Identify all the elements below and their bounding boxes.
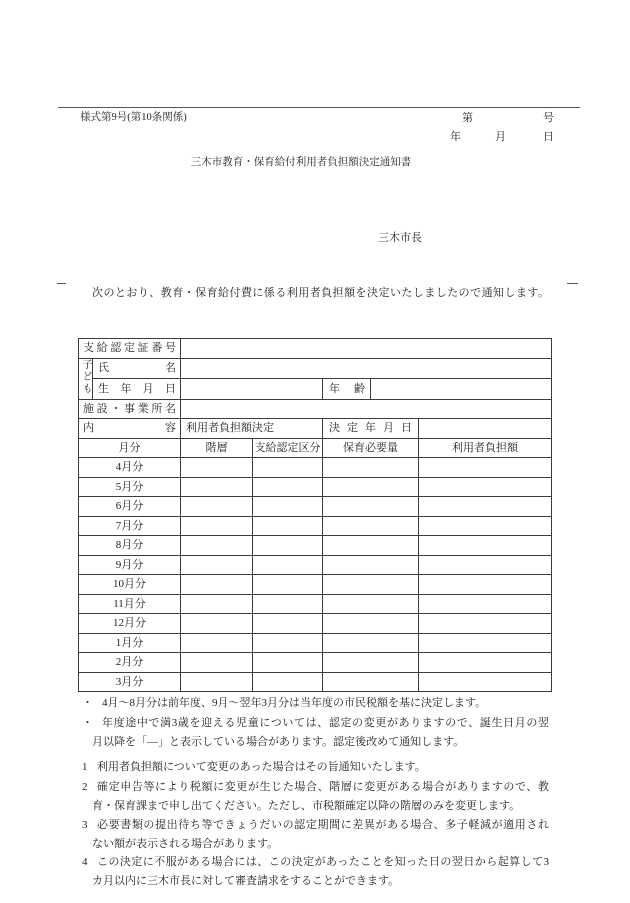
- birth-date-value: [181, 379, 323, 400]
- month-cell: 1月分: [79, 633, 181, 653]
- level-cell: [181, 555, 253, 575]
- level-cell: [181, 497, 253, 517]
- month-row: [79, 575, 552, 595]
- header-row: [79, 438, 552, 458]
- certificate-number-value: [181, 339, 552, 359]
- care-need-cell: [323, 536, 419, 556]
- certification-category-cell: [253, 516, 323, 536]
- note-item-line: ない額が表示される場合があります。: [92, 838, 279, 850]
- certification-category-cell: [253, 633, 323, 653]
- month-row: [79, 458, 552, 478]
- certificate-row: [79, 339, 552, 359]
- certification-category-cell: [253, 536, 323, 556]
- certification-category-cell: [253, 672, 323, 692]
- month-cell: 10月分: [79, 575, 181, 595]
- level-cell: [181, 477, 253, 497]
- month-row: [79, 516, 552, 536]
- decision-date-value: [419, 419, 552, 439]
- fold-mark-right: [567, 283, 578, 284]
- form-number: 様式第9号(第10条関係): [80, 112, 187, 123]
- note-item-line: 利用者負担額について変更のあった場合はその旨通知いたします。: [97, 761, 426, 773]
- month-cell: 9月分: [79, 555, 181, 575]
- month-cell: 2月分: [79, 653, 181, 673]
- level-cell: [181, 458, 253, 478]
- level-cell: [181, 672, 253, 692]
- date-year-label: 年: [450, 131, 461, 143]
- column-header-level: 階層: [181, 438, 253, 458]
- age-label: 年 齢: [323, 379, 371, 400]
- child-label: 子ども: [80, 358, 91, 395]
- burden-amount-cell: [419, 594, 552, 614]
- certificate-number-label: 支給認定証番号: [79, 339, 181, 359]
- burden-amount-cell: [419, 458, 552, 478]
- note-bullet-marker: ・: [82, 717, 93, 729]
- burden-amount-cell: [419, 575, 552, 595]
- note-item-line: この決定に不服がある場合には、この決定があったことを知った日の翌日から起算して3: [97, 856, 549, 868]
- month-cell: 11月分: [79, 594, 181, 614]
- month-row: [79, 477, 552, 497]
- column-header-certification-category: 支給認定区分: [253, 438, 323, 458]
- certification-category-cell: [253, 497, 323, 517]
- note-item-line: 育・保育課まで申し出てください。ただし、市税額確定以降の階層のみを変更します。: [92, 800, 521, 812]
- month-row: [79, 555, 552, 575]
- facility-value: [181, 399, 552, 419]
- date-day-label: 日: [543, 131, 554, 143]
- care-need-cell: [323, 633, 419, 653]
- month-cell: 12月分: [79, 614, 181, 634]
- issuer-name: 三木市長: [378, 232, 422, 244]
- burden-amount-cell: [419, 614, 552, 634]
- burden-amount-cell: [419, 477, 552, 497]
- level-cell: [181, 653, 253, 673]
- note-bullet-line: 4月～8月分は前年度、9月～翌年3月分は当年度の市民税額を基に決定します。: [102, 697, 487, 709]
- note-item-line: 必要書類の提出待ち等できょうだいの認定期間に差異がある場合、多子軽減が適用され: [97, 819, 549, 831]
- month-cell: 6月分: [79, 497, 181, 517]
- burden-amount-cell: [419, 497, 552, 517]
- certification-category-cell: [253, 614, 323, 634]
- birth-date-row: [79, 379, 552, 400]
- burden-table: [78, 338, 552, 692]
- month-cell: 4月分: [79, 458, 181, 478]
- document-number-suffix: 号: [543, 112, 554, 124]
- note-bullet-line: 月以降を「―」と表示している場合があります。認定後改めて通知します。: [92, 736, 465, 748]
- level-cell: [181, 594, 253, 614]
- content-row: [79, 419, 552, 439]
- note-bullet-line: 年度途中で満3歳を迎える児童については、認定の変更がありますので、誕生日月の翌: [102, 717, 549, 729]
- care-need-cell: [323, 477, 419, 497]
- facility-label: 施設・事業所名: [79, 399, 181, 419]
- month-cell: 8月分: [79, 536, 181, 556]
- care-need-cell: [323, 575, 419, 595]
- burden-amount-cell: [419, 633, 552, 653]
- birth-date-label: 生 年 月 日: [93, 379, 181, 400]
- column-header-care-need: 保育必要量: [323, 438, 419, 458]
- month-row: [79, 536, 552, 556]
- burden-amount-cell: [419, 555, 552, 575]
- facility-row: [79, 399, 552, 419]
- month-row: [79, 653, 552, 673]
- month-cell: 7月分: [79, 516, 181, 536]
- document-title: 三木市教育・保育給付利用者負担額決定通知書: [190, 157, 412, 168]
- month-row: [79, 497, 552, 517]
- certification-category-cell: [253, 653, 323, 673]
- certification-category-cell: [253, 458, 323, 478]
- note-item-number: 2: [82, 781, 88, 793]
- burden-amount-cell: [419, 653, 552, 673]
- care-need-cell: [323, 653, 419, 673]
- month-cell: 3月分: [79, 672, 181, 692]
- child-name-value: [181, 358, 552, 379]
- month-row: [79, 633, 552, 653]
- month-row: [79, 594, 552, 614]
- certification-category-cell: [253, 594, 323, 614]
- note-item-line: カ月以内に三木市長に対して審査請求をすることができます。: [92, 875, 400, 887]
- document-number-prefix: 第: [462, 112, 473, 124]
- level-cell: [181, 614, 253, 634]
- care-need-cell: [323, 614, 419, 634]
- note-item-number: 1: [82, 761, 88, 773]
- level-cell: [181, 516, 253, 536]
- child-group-cell: [79, 358, 93, 399]
- note-bullet-marker: ・: [82, 697, 93, 709]
- certification-category-cell: [253, 555, 323, 575]
- burden-amount-cell: [419, 536, 552, 556]
- care-need-cell: [323, 458, 419, 478]
- care-need-cell: [323, 594, 419, 614]
- child-name-label: 氏 名: [93, 358, 181, 379]
- note-item-number: 3: [82, 819, 88, 831]
- table-body: [79, 339, 552, 692]
- fold-mark-left: [57, 283, 66, 284]
- age-value: [371, 379, 552, 400]
- certification-category-cell: [253, 575, 323, 595]
- decision-date-label: 決 定 年 月 日: [323, 419, 419, 439]
- care-need-cell: [323, 672, 419, 692]
- month-row: [79, 614, 552, 634]
- care-need-cell: [323, 497, 419, 517]
- note-item-line: 確定申告等により税額に変更が生じた場合、階層に変更がある場合がありますので、教: [97, 781, 549, 793]
- month-row: [79, 672, 552, 692]
- level-cell: [181, 633, 253, 653]
- certification-category-cell: [253, 477, 323, 497]
- burden-amount-cell: [419, 516, 552, 536]
- note-item-number: 4: [82, 856, 88, 868]
- body-text: 次のとおり、教育・保育給付費に係る利用者負担額を決定いたしましたので通知します。: [92, 287, 549, 299]
- column-header-month: 月分: [79, 438, 181, 458]
- content-value: 利用者負担額決定: [181, 419, 323, 439]
- child-name-row: [79, 358, 552, 379]
- date-month-label: 月: [495, 131, 506, 143]
- content-label: 内 容: [79, 419, 181, 439]
- care-need-cell: [323, 555, 419, 575]
- level-cell: [181, 536, 253, 556]
- level-cell: [181, 575, 253, 595]
- burden-amount-cell: [419, 672, 552, 692]
- month-cell: 5月分: [79, 477, 181, 497]
- top-rule: [58, 107, 580, 108]
- column-header-burden-amount: 利用者負担額: [419, 438, 552, 458]
- care-need-cell: [323, 516, 419, 536]
